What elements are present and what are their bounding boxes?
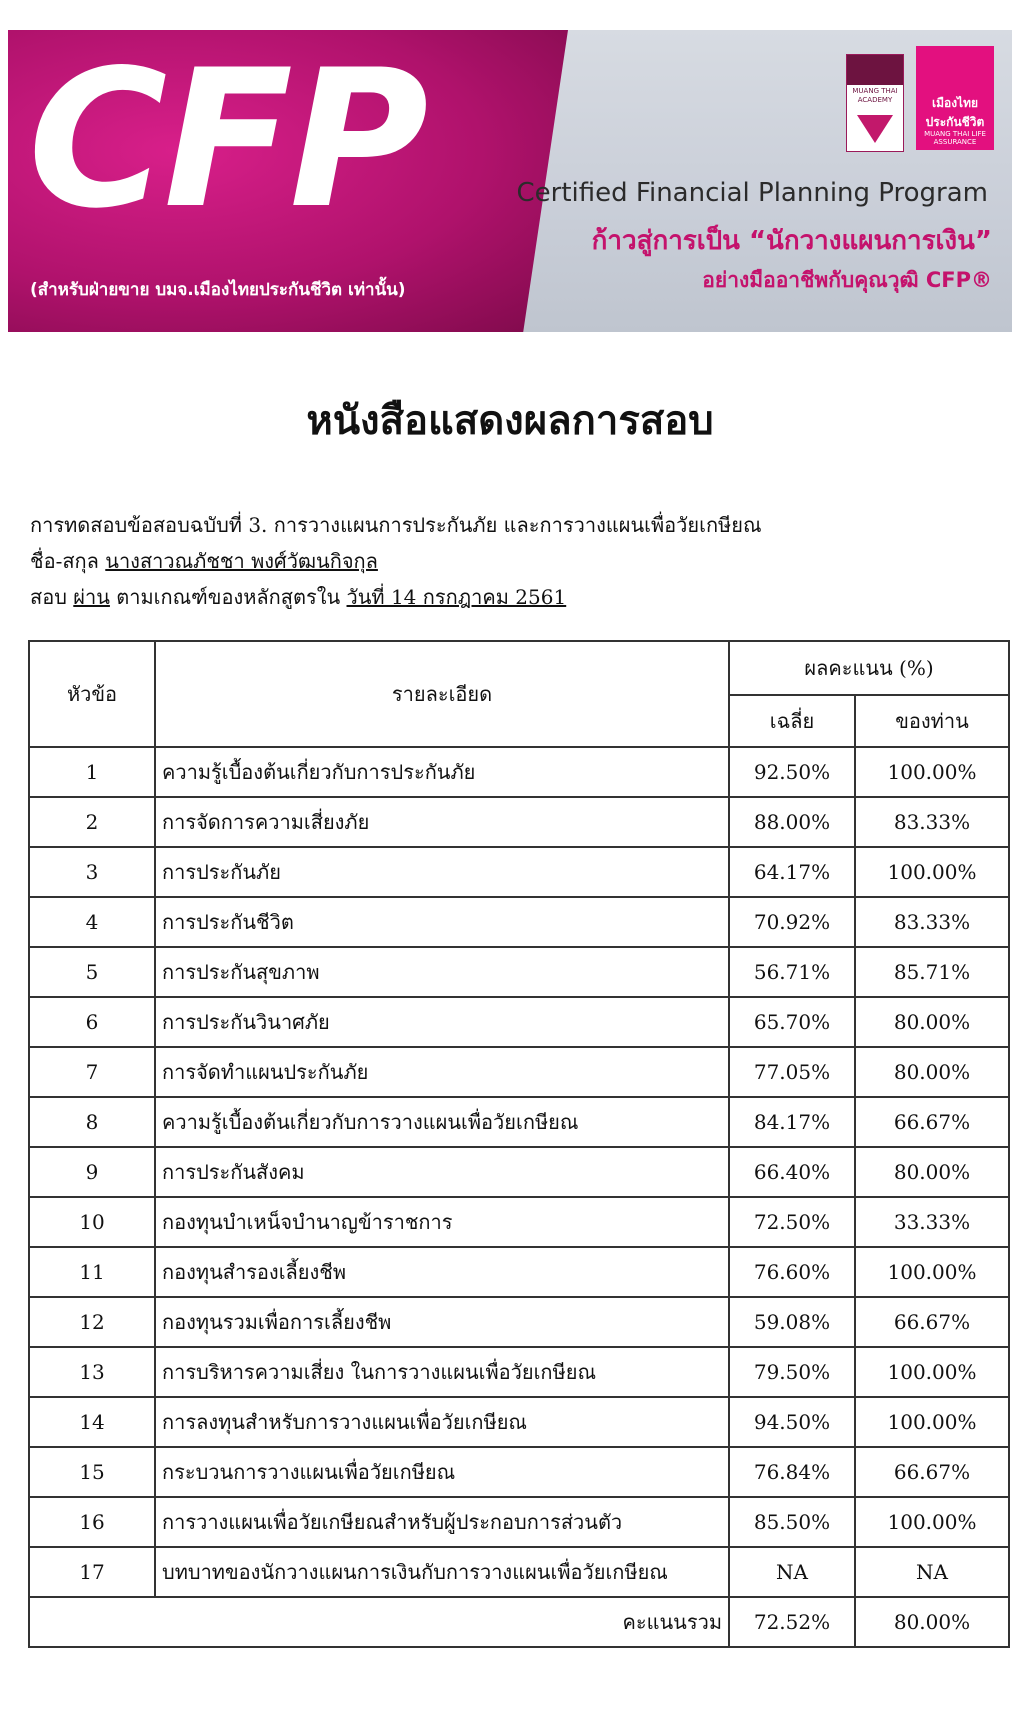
row-detail: กองทุนบำเหน็จบำนาญข้าราชการ xyxy=(155,1197,729,1247)
row-number: 1 xyxy=(29,747,155,797)
row-detail: กองทุนรวมเพื่อการเลี้ยงชีพ xyxy=(155,1297,729,1347)
score-rows xyxy=(29,747,1009,1597)
result-line xyxy=(30,582,566,612)
program-title: Certified Financial Planning Program xyxy=(516,178,988,208)
row-number: 9 xyxy=(29,1147,155,1197)
row-detail: การจัดทำแผนประกันภัย xyxy=(155,1047,729,1097)
row-yours: 66.67% xyxy=(855,1297,1009,1347)
table-row xyxy=(29,947,1009,997)
row-yours: 100.00% xyxy=(855,1247,1009,1297)
cfp-logo: CFP xyxy=(28,30,425,250)
row-number: 11 xyxy=(29,1247,155,1297)
row-detail: การประกันชีวิต xyxy=(155,897,729,947)
row-detail: การบริหารความเสี่ยง ในการวางแผนเพื่อวัยเกษียณ xyxy=(155,1347,729,1397)
program-slogan-line1: ก้าวสู่การเป็น “นักวางแผนการเงิน” xyxy=(591,226,992,256)
row-detail: การประกันภัย xyxy=(155,847,729,897)
row-average: 64.17% xyxy=(729,847,855,897)
total-row xyxy=(29,1597,1009,1647)
row-number: 10 xyxy=(29,1197,155,1247)
row-yours: 100.00% xyxy=(855,747,1009,797)
header-banner xyxy=(8,30,1012,332)
row-number: 14 xyxy=(29,1397,155,1447)
program-slogan-line2: อย่างมืออาชีพกับคุณวุฒิ CFP® xyxy=(702,268,992,292)
row-number: 6 xyxy=(29,997,155,1047)
row-detail: ความรู้เบื้องต้นเกี่ยวกับการวางแผนเพื่อวัยเกษียณ xyxy=(155,1097,729,1147)
exam-description: การทดสอบข้อสอบฉบับที่ 3. การวางแผนการประกันภัย และการวางแผนเพื่อวัยเกษียณ xyxy=(30,513,762,537)
row-yours: 100.00% xyxy=(855,1347,1009,1397)
row-detail: การลงทุนสำหรับการวางแผนเพื่อวัยเกษียณ xyxy=(155,1397,729,1447)
row-average: 65.70% xyxy=(729,997,855,1047)
muang-thai-life-logo-icon xyxy=(916,46,994,150)
table-row xyxy=(29,1147,1009,1197)
row-yours: 100.00% xyxy=(855,847,1009,897)
mtl-logo-text: เมืองไทย ประกันชีวิต xyxy=(925,96,985,129)
row-average: 72.50% xyxy=(729,1197,855,1247)
row-detail: การประกันวินาศภัย xyxy=(155,997,729,1047)
name-value: นางสาวณภัชชา พงศ์วัฒนกิจกุล xyxy=(105,549,378,573)
table-row xyxy=(29,1097,1009,1147)
table-row xyxy=(29,1297,1009,1347)
row-number: 12 xyxy=(29,1297,155,1347)
table-row xyxy=(29,1247,1009,1297)
row-number: 7 xyxy=(29,1047,155,1097)
row-detail: การวางแผนเพื่อวัยเกษียณสำหรับผู้ประกอบการส่วนตัว xyxy=(155,1497,729,1547)
result-value: ผ่าน xyxy=(73,585,110,609)
total-label: คะแนนรวม xyxy=(29,1597,729,1647)
row-average: 56.71% xyxy=(729,947,855,997)
row-average: 59.08% xyxy=(729,1297,855,1347)
row-yours: 85.71% xyxy=(855,947,1009,997)
academy-logo-icon xyxy=(846,54,904,152)
table-row xyxy=(29,1347,1009,1397)
row-number: 4 xyxy=(29,897,155,947)
page-title: หนังสือแสดงผลการสอบ xyxy=(306,398,714,444)
row-average: 77.05% xyxy=(729,1047,855,1097)
table-row xyxy=(29,797,1009,847)
academy-logo-text: MUANG THAI ACADEMY xyxy=(852,87,898,104)
row-number: 3 xyxy=(29,847,155,897)
table-row xyxy=(29,897,1009,947)
row-yours: 66.67% xyxy=(855,1447,1009,1497)
row-yours: 33.33% xyxy=(855,1197,1009,1247)
table-row xyxy=(29,1497,1009,1547)
header-yours: ของท่าน xyxy=(855,695,1009,747)
table-row xyxy=(29,747,1009,797)
row-number: 8 xyxy=(29,1097,155,1147)
row-average: 76.60% xyxy=(729,1247,855,1297)
table-row xyxy=(29,1197,1009,1247)
table-row xyxy=(29,1047,1009,1097)
row-yours: 100.00% xyxy=(855,1497,1009,1547)
row-yours: 66.67% xyxy=(855,1097,1009,1147)
row-yours: 83.33% xyxy=(855,897,1009,947)
row-yours: 80.00% xyxy=(855,997,1009,1047)
row-average: 70.92% xyxy=(729,897,855,947)
row-average: 79.50% xyxy=(729,1347,855,1397)
row-average: 66.40% xyxy=(729,1147,855,1197)
mtl-logo-sub: MUANG THAI LIFE ASSURANCE xyxy=(924,130,986,146)
row-detail: การประกันสังคม xyxy=(155,1147,729,1197)
row-yours: 83.33% xyxy=(855,797,1009,847)
row-number: 17 xyxy=(29,1547,155,1597)
total-yours: 80.00% xyxy=(855,1597,1009,1647)
header-topic: หัวข้อ xyxy=(29,641,155,747)
banner-note: (สำหรับฝ่ายขาย บมจ.เมืองไทยประกันชีวิต เท่านั้น) xyxy=(30,280,406,300)
row-yours: 80.00% xyxy=(855,1147,1009,1197)
row-yours: NA xyxy=(855,1547,1009,1597)
row-average: 76.84% xyxy=(729,1447,855,1497)
row-detail: กระบวนการวางแผนเพื่อวัยเกษียณ xyxy=(155,1447,729,1497)
table-row xyxy=(29,997,1009,1047)
header-average: เฉลี่ย xyxy=(729,695,855,747)
row-average: 84.17% xyxy=(729,1097,855,1147)
exam-info-line xyxy=(30,510,762,540)
row-detail: การจัดการความเสี่ยงภัย xyxy=(155,797,729,847)
table-row xyxy=(29,1547,1009,1597)
name-line xyxy=(30,546,378,576)
table-row xyxy=(29,1397,1009,1447)
row-number: 2 xyxy=(29,797,155,847)
row-yours: 100.00% xyxy=(855,1397,1009,1447)
exam-date: วันที่ 14 กรกฎาคม 2561 xyxy=(346,585,567,609)
row-detail: ความรู้เบื้องต้นเกี่ยวกับการประกันภัย xyxy=(155,747,729,797)
row-average: NA xyxy=(729,1547,855,1597)
row-number: 15 xyxy=(29,1447,155,1497)
total-average: 72.52% xyxy=(729,1597,855,1647)
table-row xyxy=(29,847,1009,897)
row-number: 13 xyxy=(29,1347,155,1397)
row-detail: บทบาทของนักวางแผนการเงินกับการวางแผนเพื่อวัยเกษียณ xyxy=(155,1547,729,1597)
header-score-group: ผลคะแนน (%) xyxy=(729,641,1009,695)
row-average: 94.50% xyxy=(729,1397,855,1447)
row-number: 5 xyxy=(29,947,155,997)
row-average: 85.50% xyxy=(729,1497,855,1547)
row-yours: 80.00% xyxy=(855,1047,1009,1097)
name-label: ชื่อ-สกุล xyxy=(30,549,99,573)
header-detail: รายละเอียด xyxy=(155,641,729,747)
row-detail: กองทุนสำรองเลี้ยงชีพ xyxy=(155,1247,729,1297)
criteria-text: ตามเกณฑ์ของหลักสูตรใน xyxy=(116,585,341,609)
result-label: สอบ xyxy=(30,585,67,609)
row-average: 88.00% xyxy=(729,797,855,847)
row-detail: การประกันสุขภาพ xyxy=(155,947,729,997)
score-table xyxy=(28,640,1010,1648)
row-average: 92.50% xyxy=(729,747,855,797)
table-row xyxy=(29,1447,1009,1497)
row-number: 16 xyxy=(29,1497,155,1547)
